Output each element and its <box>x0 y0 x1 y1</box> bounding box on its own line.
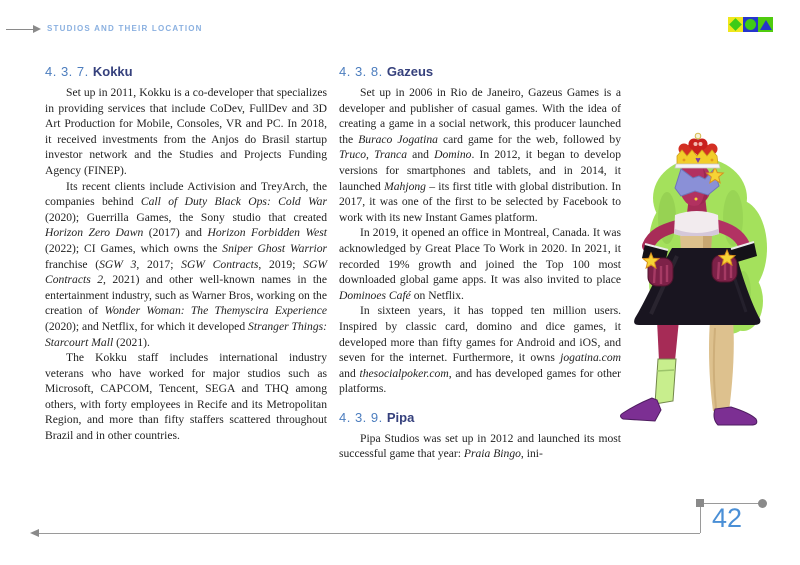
section-heading <box>339 64 621 80</box>
running-header: STUDIOS AND THEIR LOCATION <box>47 24 203 33</box>
body-paragraph: In sixteen years, it has topped ten million users. Inspired by classic card, domino and dice games, it developed more than fifty games for Android and iOS, and seven for the internet. Furthermore, it owns jogatina.com and thesocialpoker.com, and has developed games for other platforms. <box>339 304 621 396</box>
square-marker-icon <box>696 499 704 507</box>
left-column <box>45 64 327 444</box>
triangle-chip-icon <box>758 17 773 32</box>
left-shoe <box>621 398 662 421</box>
body-paragraph: Pipa Studios was set up in 2012 and launched its most successful game that year: Praia Bingo, ini- <box>339 431 621 461</box>
section <box>339 64 621 397</box>
right-shoe <box>714 407 757 425</box>
section <box>45 64 327 444</box>
body-paragraph: Set up in 2006 in Rio de Janeiro, Gazeus Games is a developer and publisher of casual games. With the idea of creating a game in a social network, this producer launched the Buraco Jogatina card game for the web, followed by Truco, Tranca and Domino. In 2012, it began to develop versions for smartphones and tablets, and in 2014, it launched Mahjong – its first title with global distribution. In 2017, it was one of the first to be selected by Facebook to work with its new Instant Games platform. <box>339 86 621 224</box>
body-paragraph: The Kokku staff includes international industry veterans who have worked for major studios such as Microsoft, CAPCOM, Tencent, SEGA and THQ among others, with forty employees in Recife and its Metropolitan Region, and more than fifty staffers scattered throughout Brazil and in other countries. <box>45 351 327 443</box>
footer-rule <box>38 533 700 534</box>
circle-chip-icon <box>743 17 758 32</box>
section-number: 4. 3. 7. <box>45 64 93 79</box>
section-name: Pipa <box>386 409 415 425</box>
section-heading <box>339 410 621 426</box>
section-heading <box>45 64 327 80</box>
character-illustration <box>615 98 780 428</box>
section <box>339 410 621 462</box>
diamond-chip-icon <box>728 17 743 32</box>
right-column <box>339 64 621 462</box>
body-paragraph: Its recent clients include Activision and TreyArch, the companies behind Call of Duty Black Ops: Cold War (2020); Guerrilla Games, the Sony studio that created Horizon Zero Dawn (2017) and Horizon Forbidden West (2022); CI Games, which owns the Sniper Ghost Warrior franchise (SGW 3, 2017; SGW Contracts, 2019; SGW Contracts 2, 2021) and other well-known names in the entertainment industry, such as Warner Bros, working on the creation of Wonder Woman: The Themyscira Experience (2020); and Netflix, for which it developed Stranger Things: Starcourt Mall (2021). <box>45 179 328 349</box>
left-boot <box>655 359 676 404</box>
left-arrow-icon <box>30 529 39 537</box>
crown-icon <box>675 133 720 168</box>
corner-icons <box>728 17 773 32</box>
section-number: 4. 3. 9. <box>339 409 387 425</box>
section-number: 4. 3. 8. <box>339 64 387 79</box>
body-paragraph: Set up in 2011, Kokku is a co-developer that specializes in providing services that include CoDev, FullDev and 3D Art Production for Mobile, Consoles, VR and PC. In 2018, it received investments from the Anjos do Brasil startup investor network and the Studies and Projects Funding Agency (FINEP). <box>45 86 327 177</box>
header-rule <box>6 29 34 30</box>
section-name: Gazeus <box>386 64 434 79</box>
page-number-bracket <box>700 503 701 533</box>
section-name: Kokku <box>92 64 133 79</box>
body-paragraph: In 2019, it opened an office in Montreal, Canada. It was acknowledged by Great Place To Work in 2020. In 2021, it recorded 19% growth and joined the Top 100 most downloaded global game apps. It was also invited to place Dominoes Café on Netflix. <box>339 226 621 302</box>
left-leg <box>657 320 679 361</box>
dot-marker-icon <box>758 499 767 508</box>
page-number: 42 <box>712 503 743 533</box>
right-leg <box>709 320 734 411</box>
right-arrow-icon <box>33 25 41 33</box>
